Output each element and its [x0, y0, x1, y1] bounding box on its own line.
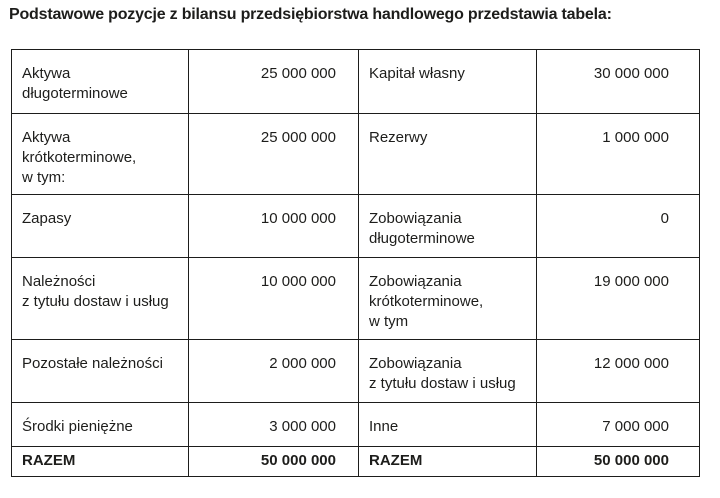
total-row: [12, 447, 700, 477]
asset-label: Pozostałe należności: [12, 340, 189, 403]
liability-label: Zobowiązania długoterminowe: [359, 195, 537, 258]
total-liability-label: RAZEM: [359, 447, 537, 477]
page-title: Podstawowe pozycje z bilansu przedsiębiorstwa handlowego przedstawia tabela:: [9, 6, 612, 23]
asset-label: Aktywa krótkoterminowe, w tym:: [12, 114, 189, 195]
asset-label: Środki pieniężne: [12, 403, 189, 447]
liability-label: Zobowiązania krótkoterminowe, w tym: [359, 258, 537, 340]
liability-label: Inne: [359, 403, 537, 447]
table-row: [12, 258, 700, 340]
liability-value: 7 000 000: [537, 403, 700, 447]
asset-value: 25 000 000: [189, 50, 359, 114]
table-row: [12, 340, 700, 403]
liability-label: Kapitał własny: [359, 50, 537, 114]
total-liability-value: 50 000 000: [537, 447, 700, 477]
asset-value: 10 000 000: [189, 195, 359, 258]
table-row: [12, 403, 700, 447]
asset-label: Zapasy: [12, 195, 189, 258]
liability-value: 1 000 000: [537, 114, 700, 195]
table-row: [12, 195, 700, 258]
asset-label: Należności z tytułu dostaw i usług: [12, 258, 189, 340]
liability-value: 12 000 000: [537, 340, 700, 403]
liability-value: 30 000 000: [537, 50, 700, 114]
liability-label: Rezerwy: [359, 114, 537, 195]
asset-value: 10 000 000: [189, 258, 359, 340]
asset-label: Aktywa długoterminowe: [12, 50, 189, 114]
table-row: [12, 50, 700, 114]
total-asset-label: RAZEM: [12, 447, 189, 477]
liability-value: 19 000 000: [537, 258, 700, 340]
balance-sheet-table: [11, 49, 700, 477]
asset-value: 25 000 000: [189, 114, 359, 195]
asset-value: 2 000 000: [189, 340, 359, 403]
total-asset-value: 50 000 000: [189, 447, 359, 477]
liability-label: Zobowiązania z tytułu dostaw i usług: [359, 340, 537, 403]
table-row: [12, 114, 700, 195]
asset-value: 3 000 000: [189, 403, 359, 447]
liability-value: 0: [537, 195, 700, 258]
